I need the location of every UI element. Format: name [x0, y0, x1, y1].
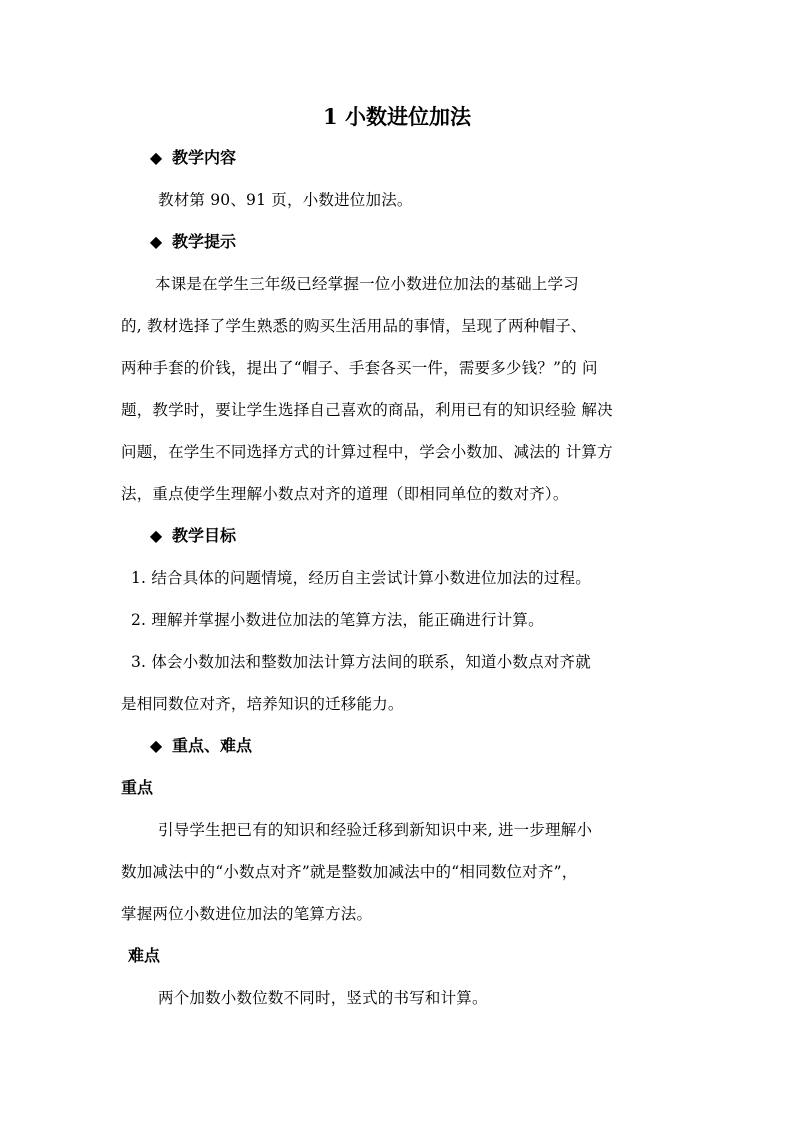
goal-item: 3. 体会小数加法和整数加法计算方法间的联系，知道小数点对齐就 [131, 653, 591, 671]
difficulty-text: 两个加数小数位数不同时，竖式的书写和计算。 [158, 989, 488, 1007]
difficulty-label: 难点 [128, 946, 161, 965]
hint-line: 问题，在学生不同选择方式的计算过程中，学会小数加、减法的 计算方 [121, 443, 613, 461]
section-heading-goals [148, 524, 236, 548]
section-heading-label: 教学内容 [172, 148, 237, 167]
hint-line: 两种手套的价钱，提出了“帽子、手套各买一件，需要多少钱？”的 问 [121, 359, 598, 377]
key-label: 重点 [121, 778, 154, 797]
goal-item: 2. 理解并掌握小数进位加法的笔算方法，能正确进行计算。 [131, 611, 544, 629]
key-line: 引导学生把已有的知识和经验迁移到新知识中来, 进一步理解小 [158, 821, 593, 839]
hint-line: 本课是在学生三年级已经掌握一位小数进位加法的基础上学习 [155, 275, 579, 293]
section-heading-keypoints [148, 734, 252, 758]
goal-item-continuation: 是相同数位对齐，培养知识的迁移能力。 [121, 695, 404, 713]
key-line: 数加减法中的“小数点对齐”就是整数加减法中的“相同数位对齐”， [121, 863, 578, 881]
section-heading-label: 重点、难点 [172, 736, 253, 755]
hint-line: 法，重点使学生理解小数点对齐的道理（即相同单位的数对齐）。 [121, 485, 569, 503]
key-line: 掌握两位小数进位加法的笔算方法。 [121, 905, 373, 923]
diamond-bullet-icon: ◆ [149, 526, 163, 545]
diamond-bullet-icon: ◆ [149, 148, 163, 167]
content-text: 教材第 90、91 页，小数进位加法。 [158, 191, 413, 209]
hint-line: 的, 教材选择了学生熟悉的购买生活用品的事情，呈现了两种帽子、 [121, 317, 587, 335]
diamond-bullet-icon: ◆ [149, 232, 163, 251]
section-heading-label: 教学目标 [172, 526, 237, 545]
section-heading-label: 教学提示 [172, 232, 237, 251]
diamond-bullet-icon: ◆ [149, 736, 163, 755]
page-title: 1 小数进位加法 [323, 104, 471, 129]
hint-line: 题，教学时，要让学生选择自己喜欢的商品，利用已有的知识经验 解决 [121, 401, 613, 419]
section-heading-content [148, 146, 236, 170]
goal-item: 1. 结合具体的问题情境，经历自主尝试计算小数进位加法的过程。 [131, 569, 591, 587]
section-heading-hint [148, 230, 236, 254]
